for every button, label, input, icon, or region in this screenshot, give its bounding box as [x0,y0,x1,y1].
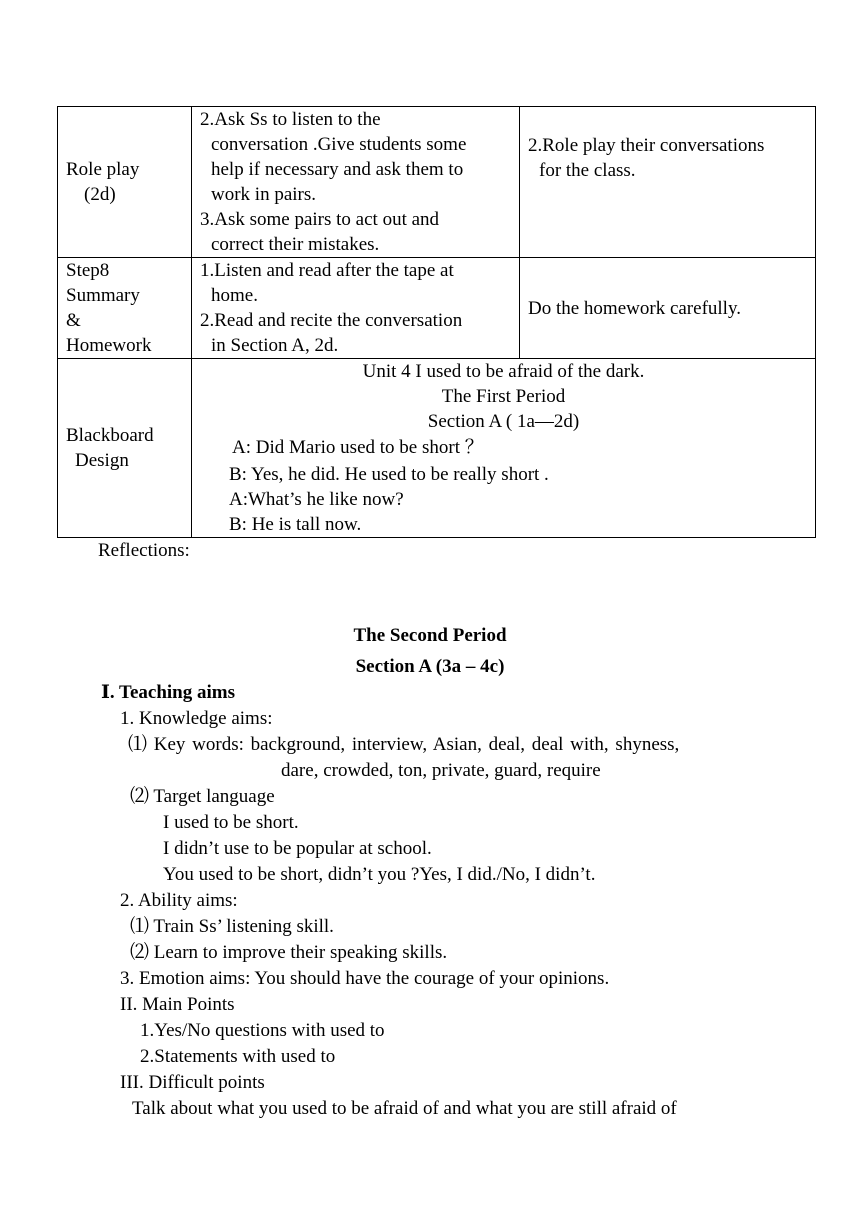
difficult-points-heading: III. Difficult points [120,1072,265,1093]
target-language-heading: ⑵ Target language [130,786,275,807]
blackboard-title-line: The First Period [441,386,566,407]
teacher-activity-cell [192,107,520,258]
table-row-blackboard [58,359,816,538]
emotion-aims-line: 3. Emotion aims: You should have the courage of your opinions. [120,968,610,989]
step-label-line: Step8 [66,260,110,281]
main-points-line: 1.Yes/No questions with used to [140,1020,385,1041]
teacher-activity-line: correct their mistakes. [211,234,380,255]
teaching-aims-heading: Ⅰ. Teaching aims [101,682,236,703]
target-language-line: You used to be short, didn’t you ?Yes, I did./No, I didn’t. [163,864,596,885]
blackboard-dialogue-line: A:What’s he like now? [229,489,404,510]
target-language-line: I used to be short. [163,812,299,833]
teacher-activity-line: 2.Read and recite the conversation [200,310,463,331]
teacher-activity-line: conversation .Give students some [211,134,467,155]
student-activity-line: Do the homework carefully. [528,297,741,319]
teacher-activity-line: help if necessary and ask them to [211,159,464,180]
teacher-activity-line: work in pairs. [211,184,317,205]
table-row-role-play [58,107,816,258]
table-row-summary [58,258,816,359]
blackboard-title-line: Section A ( 1a—2d) [427,411,580,432]
student-activity-line: for the class. [539,160,636,181]
teacher-activity-line: home. [211,285,258,306]
student-activity-line: 2.Role play their conversations [528,135,765,156]
blackboard-dialogue-line: B: He is tall now. [229,514,362,535]
blackboard-dialogue-line: A: Did Mario used to be short ？ [232,437,484,458]
main-points-heading: II. Main Points [120,994,235,1015]
teacher-activity-line: 2.Ask Ss to listen to the [200,109,381,130]
step-label-cell [58,359,192,538]
period-title: The Second Period [353,625,507,646]
student-activity-cell [520,258,816,359]
step-label-cell [58,107,192,258]
lesson-plan-table [57,106,816,538]
blackboard-title-line: Unit 4 I used to be afraid of the dark. [362,361,645,382]
step-label-line: Summary [66,285,140,306]
ability-aims-line: ⑴ Train Ss’ listening skill. [130,916,334,937]
knowledge-aims-heading: 1. Knowledge aims: [120,708,273,729]
teacher-activity-line: in Section A, 2d. [211,335,339,356]
target-language-line: I didn’t use to be popular at school. [163,838,432,859]
step-label-line: Blackboard [66,425,154,446]
main-points-line: 2.Statements with used to [140,1046,336,1067]
ability-aims-line: ⑵ Learn to improve their speaking skills. [130,942,448,963]
teacher-activity-line: 1.Listen and read after the tape at [200,260,454,281]
teacher-activity-cell [192,258,520,359]
key-words-line: dare, crowded, ton, private, guard, require [281,760,601,781]
step-label-line: Design [75,450,129,471]
step-label-line: (2d) [84,184,116,205]
section-title: Section A (3a – 4c) [355,656,505,677]
blackboard-design-cell [192,359,816,538]
blackboard-dialogue-line: B: Yes, he did. He used to be really short . [229,464,549,485]
reflections-label: Reflections: [98,540,190,561]
step-label-cell [58,258,192,359]
step-label-line: Homework [66,335,152,356]
student-activity-cell [520,107,816,258]
key-words-line: ⑴ Key words: background, interview, Asian, deal, deal with, shyness, [128,734,680,755]
ability-aims-heading: 2. Ability aims: [120,890,238,911]
step-label-line: & [66,310,81,331]
step-label-line: Role play [66,159,140,180]
teacher-activity-line: 3.Ask some pairs to act out and [200,209,440,230]
difficult-points-text: Talk about what you used to be afraid of and what you are still afraid of [132,1098,677,1119]
